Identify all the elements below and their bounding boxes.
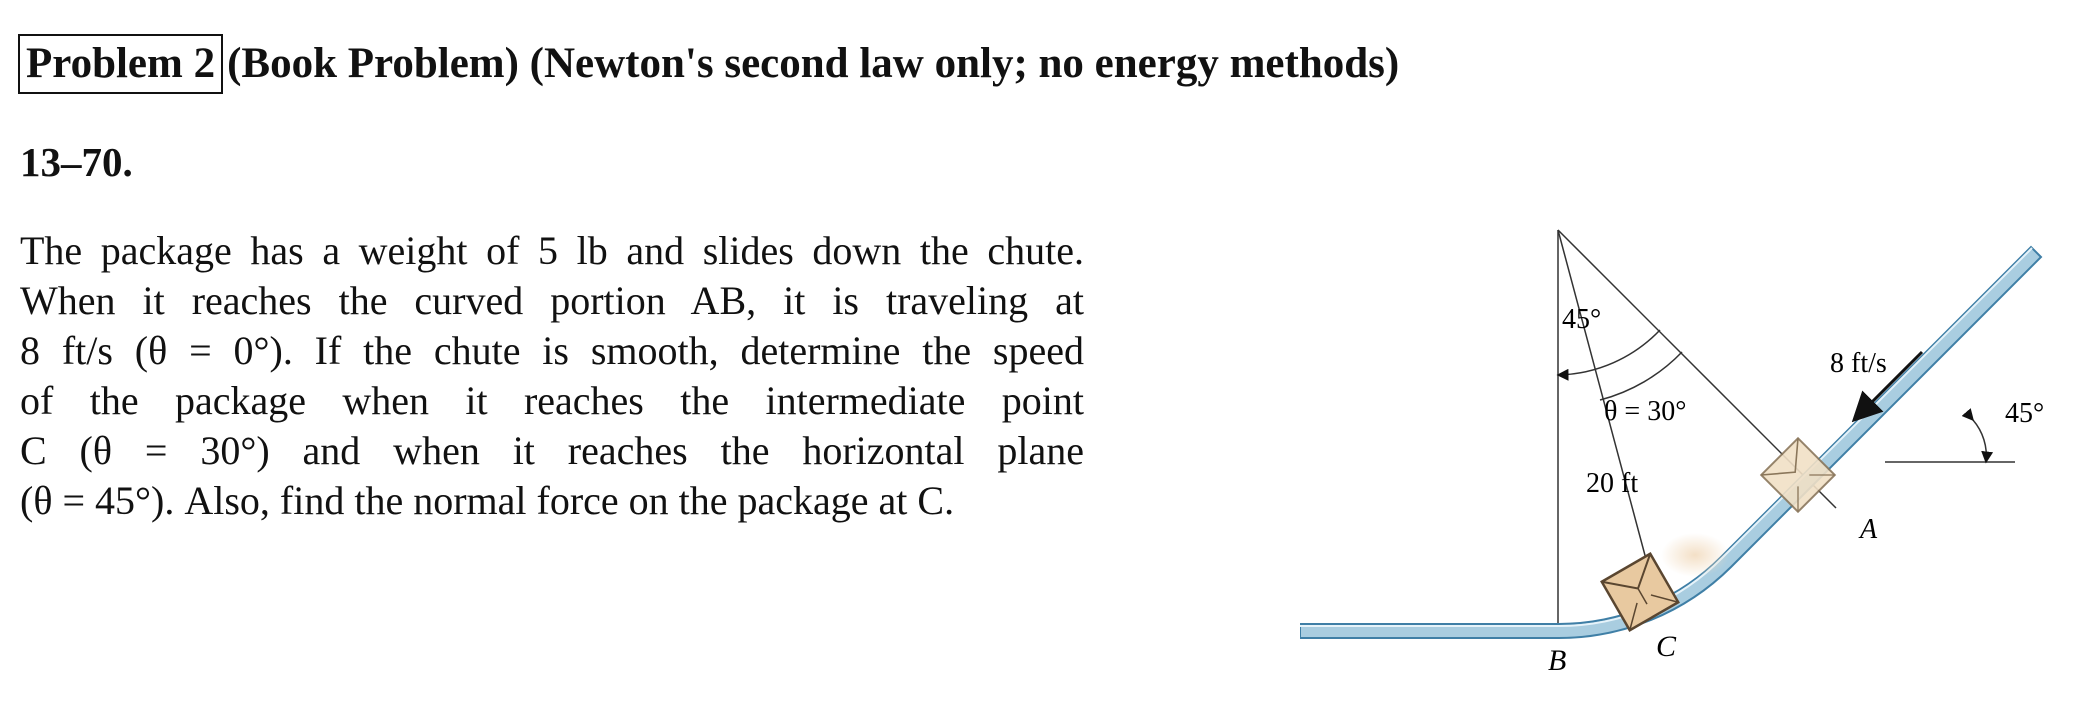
label-angle-top: 45° bbox=[1562, 304, 1602, 335]
problem-statement bbox=[20, 226, 1084, 526]
problem-header bbox=[18, 34, 1399, 94]
angle-arc-45 bbox=[1558, 330, 1660, 375]
package-at-a bbox=[1761, 438, 1835, 512]
statement-line-1: The package has a weight of 5 lb and slides down the chute. bbox=[20, 228, 1084, 273]
statement-line-5: C (θ = 30°) and when it reaches the horizontal plane bbox=[20, 428, 1084, 473]
problem-label-boxed: Problem 2 bbox=[18, 34, 223, 94]
label-theta: θ = 30° bbox=[1604, 396, 1687, 427]
label-point-b: B bbox=[1548, 644, 1567, 677]
angle-arc-right bbox=[1973, 420, 1986, 462]
problem-number: 13–70. bbox=[20, 139, 133, 185]
label-point-c: C bbox=[1656, 630, 1677, 663]
label-speed: 8 ft/s bbox=[1830, 348, 1887, 379]
problem-header-subtitle: (Book Problem) (Newton's second law only; no energy methods) bbox=[227, 40, 1400, 87]
statement-line-6: (θ = 45°). Also, find the normal force on the package at C. bbox=[20, 478, 955, 523]
chute-highlight bbox=[1300, 248, 2032, 626]
label-radius: 20 ft bbox=[1586, 468, 1639, 499]
chute-figure bbox=[1300, 220, 2080, 690]
angle-arc-theta bbox=[1600, 352, 1682, 400]
label-angle-right: 45° bbox=[2005, 398, 2045, 429]
chute-diagram bbox=[1300, 220, 2080, 690]
statement-line-3: 8 ft/s (θ = 0°). If the chute is smooth, determine the speed bbox=[20, 328, 1084, 373]
statement-line-2: When it reaches the curved portion AB, it is traveling at bbox=[20, 278, 1084, 323]
statement-line-4: of the package when it reaches the intermediate point bbox=[20, 378, 1084, 423]
label-point-a: A bbox=[1860, 514, 1878, 545]
chute bbox=[1300, 247, 2041, 638]
motion-blur bbox=[1661, 533, 1729, 577]
